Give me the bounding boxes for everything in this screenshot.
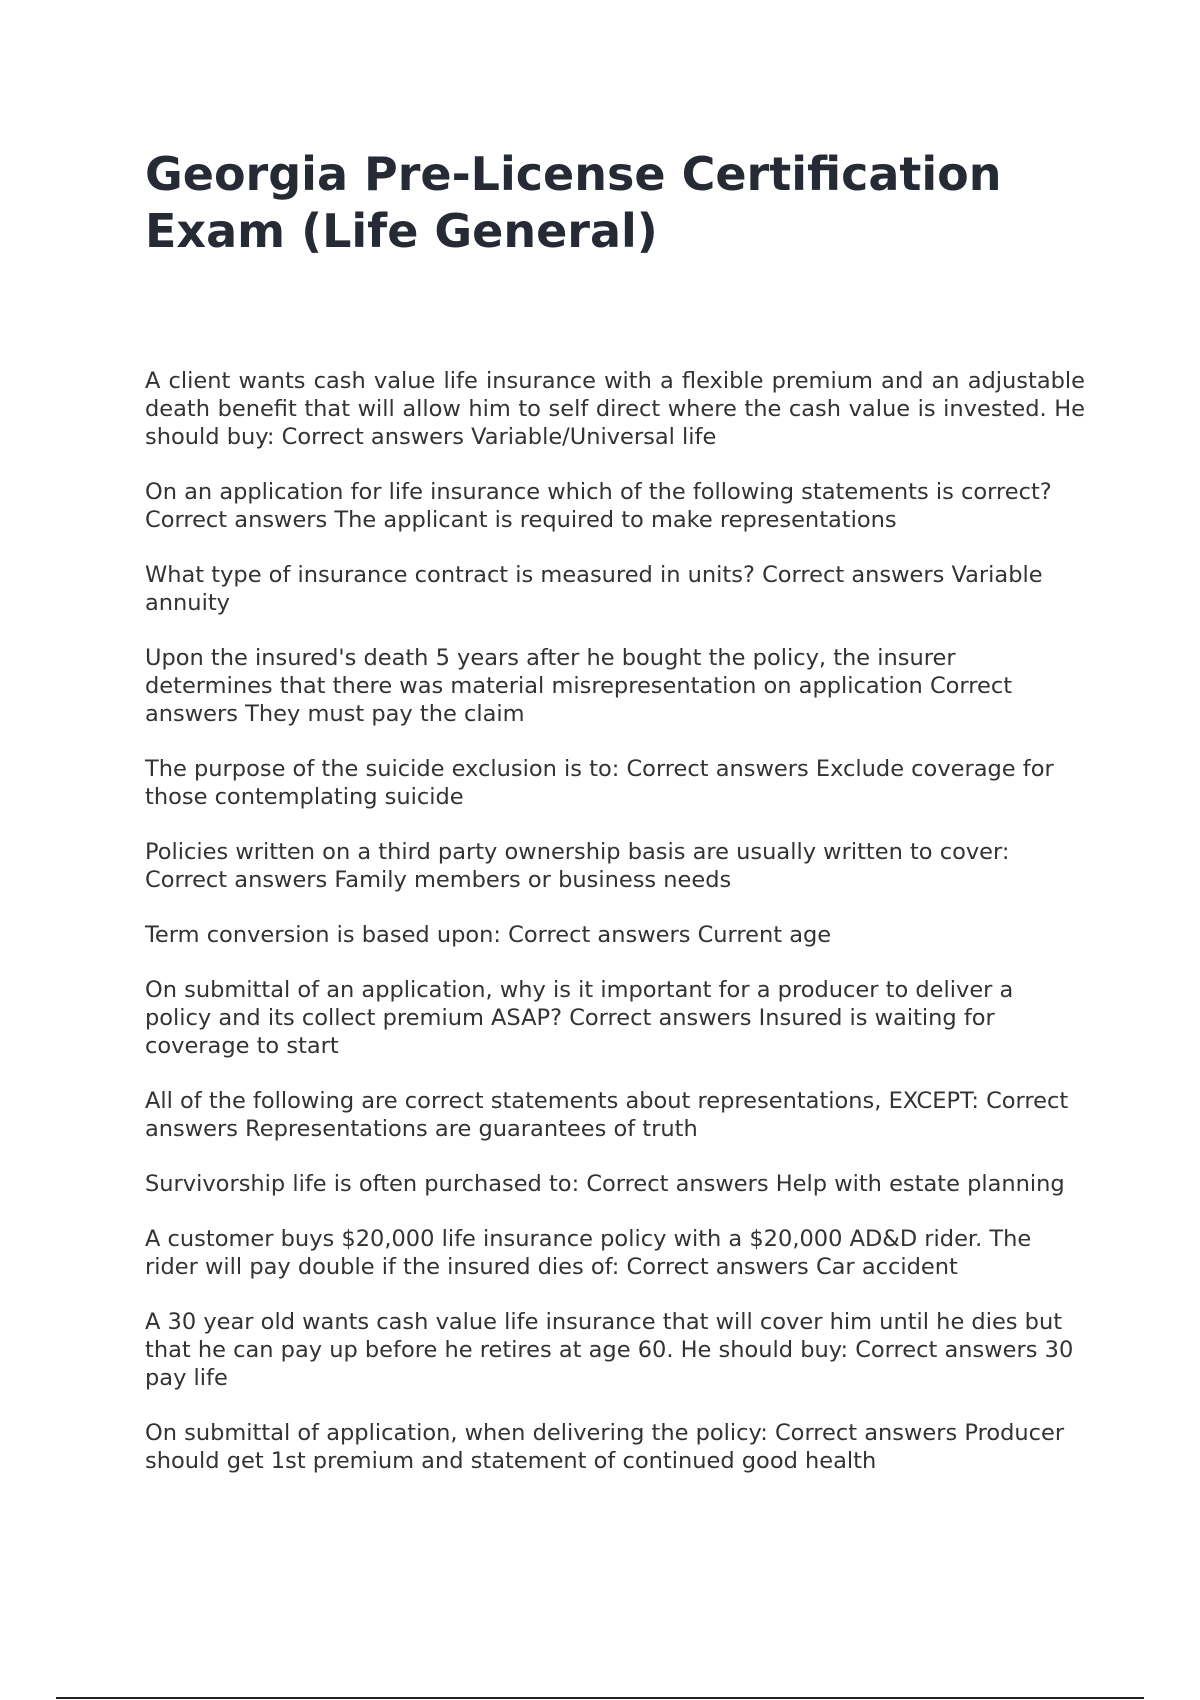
footer-divider xyxy=(56,1697,1144,1699)
document-title: Georgia Pre-License Certification Exam (Life General) xyxy=(145,147,1002,258)
question-text: On submittal of application, when delivering the policy: xyxy=(145,1420,768,1446)
question-text: On an application for life insurance which of the following statements is correct? xyxy=(145,479,1052,505)
qa-item xyxy=(145,1170,1085,1198)
answer-text: Variable annuity xyxy=(145,562,1043,616)
question-text: Upon the insured's death 5 years after he bought the policy, the insurer determines that there was material misrepresentation on application xyxy=(145,645,956,699)
answer-prefix: Correct answers xyxy=(626,756,809,782)
question-text: The purpose of the suicide exclusion is to: xyxy=(145,756,620,782)
answer-prefix: Correct answers xyxy=(145,867,328,893)
qa-item xyxy=(145,478,1085,534)
question-text: Policies written on a third party ownership basis are usually written to cover: xyxy=(145,839,1010,865)
qa-item xyxy=(145,644,1085,728)
answer-prefix: Correct answers xyxy=(145,507,328,533)
answer-prefix: Correct answers xyxy=(281,424,464,450)
question-answer-list xyxy=(145,367,1085,1502)
question-text: A customer buys $20,000 life insurance policy with a $20,000 AD&D rider. The rider will pay double if the insured dies of: xyxy=(145,1226,1032,1280)
qa-item xyxy=(145,367,1085,451)
question-text: On submittal of an application, why is it important for a producer to deliver a policy and its collect premium ASAP? xyxy=(145,977,1014,1031)
question-text: All of the following are correct statements about representations, EXCEPT: xyxy=(145,1088,979,1114)
answer-prefix: Correct answers xyxy=(145,1088,1069,1142)
answer-text: Variable/Universal life xyxy=(471,424,717,450)
qa-item xyxy=(145,1225,1085,1281)
answer-text: Representations are guarantees of truth xyxy=(245,1116,698,1142)
answer-prefix: Correct answers xyxy=(626,1254,809,1280)
answer-text: Insured is waiting for coverage to start xyxy=(145,1005,995,1059)
qa-item xyxy=(145,755,1085,811)
qa-item xyxy=(145,1419,1085,1475)
qa-item xyxy=(145,921,1085,949)
question-text: Survivorship life is often purchased to: xyxy=(145,1171,580,1197)
answer-prefix: Correct answers xyxy=(762,562,945,588)
answer-prefix: Correct answers xyxy=(145,673,1013,727)
qa-item xyxy=(145,1087,1085,1143)
answer-text: Current age xyxy=(697,922,832,948)
qa-item xyxy=(145,561,1085,617)
answer-prefix: Correct answers xyxy=(508,922,691,948)
answer-prefix: Correct answers xyxy=(569,1005,752,1031)
question-text: Term conversion is based upon: xyxy=(145,922,501,948)
answer-text: The applicant is required to make representations xyxy=(334,507,897,533)
answer-text: They must pay the claim xyxy=(245,701,525,727)
answer-prefix: Correct answers xyxy=(774,1420,958,1446)
qa-item xyxy=(145,1308,1085,1392)
answer-text: Help with estate planning xyxy=(775,1171,1065,1197)
answer-text: Family members or business needs xyxy=(334,867,732,893)
qa-item xyxy=(145,838,1085,894)
answer-text: Car accident xyxy=(815,1254,958,1280)
answer-text: Producer should get 1st premium and statement of continued good health xyxy=(145,1420,1065,1474)
answer-text: 30 pay life xyxy=(145,1337,1074,1391)
answer-text: Exclude coverage for those contemplating suicide xyxy=(145,756,1054,810)
answer-prefix: Correct answers xyxy=(586,1171,769,1197)
answer-prefix: Correct answers xyxy=(855,1337,1038,1363)
question-text: A client wants cash value life insurance with a flexible premium and an adjustable death benefit that will allow him to self direct where the cash value is invested. He should buy: xyxy=(145,368,1085,450)
question-text: What type of insurance contract is measured in units? xyxy=(145,562,755,588)
question-text: A 30 year old wants cash value life insurance that will cover him until he dies but that he can pay up before he retires at age 60. He should buy: xyxy=(145,1309,1063,1363)
qa-item xyxy=(145,976,1085,1060)
